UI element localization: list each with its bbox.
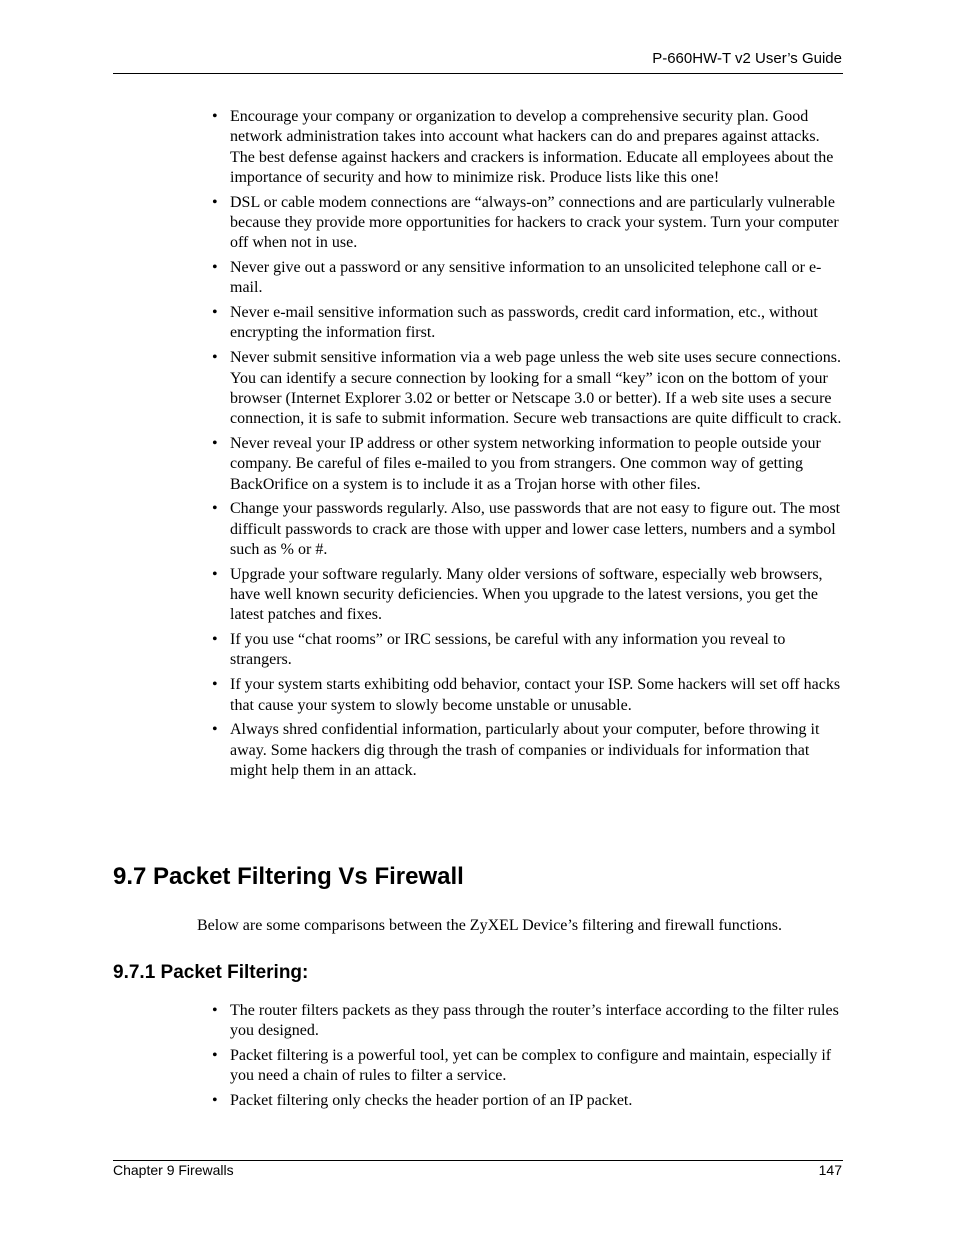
bullet-icon: • (212, 676, 218, 694)
packet-filtering-list (212, 1001, 842, 1116)
list-item (212, 720, 842, 781)
bullet-icon: • (212, 1092, 218, 1110)
list-item (212, 107, 842, 188)
bullet-icon: • (212, 1002, 218, 1019)
list-item-text: Packet filtering is a powerful tool, yet can be complex to configure and maintain, especially if you need a chain of rules to filter a service. (230, 1047, 832, 1085)
bullet-icon: • (212, 500, 218, 518)
list-item (212, 1046, 842, 1087)
list-item-text: Packet filtering only checks the header portion of an IP packet. (230, 1092, 633, 1110)
list-item-text: The router filters packets as they pass through the router’s interface according to the filter rules you designed. (230, 1002, 839, 1040)
list-item-text: DSL or cable modem connections are “always-on” connections and are particularly vulnerable because they provide more opportunities for hackers to crack your system. Turn your computer off when not in use. (230, 193, 839, 252)
bullet-icon: • (212, 259, 218, 277)
list-item-text: Never e-mail sensitive information such as passwords, credit card information, etc., without encrypting the information first. (230, 304, 818, 342)
list-item-text: Encourage your company or organization to develop a comprehensive security plan. Good network administration takes into account what hackers can do and prepares against attacks. The best defense against hackers and crackers is information. Educate all employees about the importance of security and how to minimize risk. Produce lists like this one! (230, 108, 834, 186)
header-rule (113, 73, 843, 74)
list-item-text: Upgrade your software regularly. Many older versions of software, especially web browsers, have well known security deficiencies. When you upgrade to the latest versions, you get the latest patches and fixes. (230, 565, 823, 624)
bullet-icon: • (212, 304, 218, 322)
subsection-heading: 9.7.1 Packet Filtering: (113, 962, 309, 983)
list-item (212, 258, 842, 299)
list-item-text: Change your passwords regularly. Also, use passwords that are not easy to figure out. The most difficult passwords to crack are those with upper and lower case letters, numbers and a symbol such as % or #. (230, 500, 841, 558)
list-item (212, 434, 842, 495)
bullet-icon: • (212, 349, 218, 367)
list-item (212, 499, 842, 560)
bullet-icon: • (212, 1047, 218, 1065)
list-item-text: Never reveal your IP address or other system networking information to people outside your company. Be careful of files e-mailed to you from strangers. One common way of getting BackOrifice on a system is to include it as a Trojan horse with other files. (230, 434, 821, 493)
list-item-text: If you use “chat rooms” or IRC sessions, be careful with any information you reveal to strangers. (230, 631, 786, 669)
list-item (212, 348, 842, 429)
list-item (212, 1001, 842, 1042)
list-item (212, 675, 842, 716)
list-item (212, 193, 842, 254)
list-item-text: Never submit sensitive information via a web page unless the web site uses secure connections. You can identify a secure connection by looking for a small “key” icon on the bottom of your browser (Internet Explorer 3.02 or better or Netscape 3.0 or better). If a web site uses a secure connection, it is safe to submit information. Secure web transactions are quite difficult to crack. (230, 349, 842, 428)
list-item (212, 630, 842, 671)
bullet-icon: • (212, 565, 218, 583)
bullet-icon: • (212, 631, 218, 649)
section-heading: 9.7 Packet Filtering Vs Firewall (113, 863, 464, 890)
list-item-text: Never give out a password or any sensitive information to an unsolicited telephone call or e-mail. (230, 259, 822, 297)
list-item (212, 1091, 842, 1111)
page-number: 147 (818, 1162, 842, 1178)
list-item (212, 565, 842, 626)
bullet-icon: • (212, 434, 218, 452)
bullet-icon: • (212, 193, 218, 211)
running-header-title: P-660HW-T v2 User’s Guide (652, 50, 842, 67)
bullet-icon: • (212, 721, 218, 739)
list-item (212, 303, 842, 344)
footer-chapter: Chapter 9 Firewalls (113, 1162, 234, 1178)
footer-rule (113, 1160, 843, 1161)
security-tips-list (212, 107, 842, 786)
list-item-text: Always shred confidential information, particularly about your computer, before throwing it away. Some hackers dig through the trash of companies or individuals for information that might help them in an attack. (230, 721, 820, 779)
section-intro: Below are some comparisons between the ZyXEL Device’s filtering and firewall functions. (197, 917, 782, 934)
bullet-icon: • (212, 108, 218, 125)
list-item-text: If your system starts exhibiting odd behavior, contact your ISP. Some hackers will set off hacks that cause your system to slowly become unstable or unusable. (230, 676, 841, 714)
